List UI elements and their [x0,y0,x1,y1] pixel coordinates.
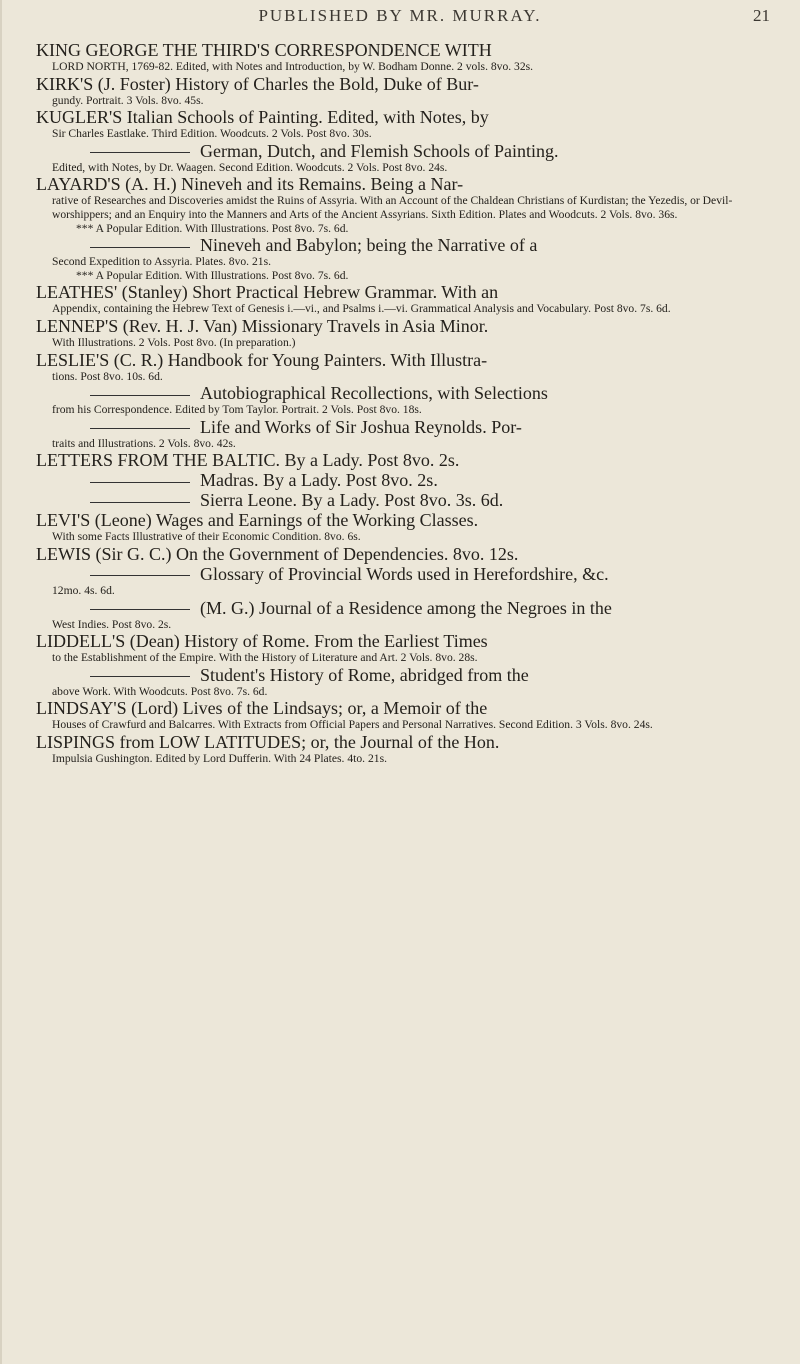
entry-heading-text: LENNEP'S (Rev. H. J. Van) Missionary Travels in Asia Minor. [36,315,489,336]
entry-heading-text: (M. G.) Journal of a Residence among the Negroes in the [200,597,612,618]
entry-body: Sir Charles Eastlake. Third Edition. Woodcuts. 2 Vols. Post 8vo. 30s. [52,127,372,141]
ditto-rule [90,482,190,483]
entry-heading [36,383,766,403]
entry-body: above Work. With Woodcuts. Post 8vo. 7s. 6d. [52,684,268,698]
catalogue-entry [36,107,766,141]
entry-heading-text: Sierra Leone. By a Lady. Post 8vo. 3s. 6d. [200,490,504,511]
entry-heading [36,235,766,255]
ditto-rule [90,502,190,503]
entry-heading [36,316,766,336]
catalogue-entry [36,698,766,732]
entry-body: With Illustrations. 2 Vols. Post 8vo. (In preparation.) [52,335,296,349]
entry-heading [36,698,766,718]
entry-body: Edited, with Notes, by Dr. Waagen. Second Edition. Woodcuts. 2 Vols. Post 8vo. 24s. [52,160,448,174]
catalogue-entry [36,316,766,350]
entry-heading-text: Glossary of Provincial Words used in Herefordshire, &c. [200,563,609,584]
entry-heading [36,732,766,752]
entry-heading-text: LINDSAY'S (Lord) Lives of the Lindsays; or, a Memoir of the [36,698,488,719]
ditto-rule [90,152,190,153]
entry-heading [36,174,766,194]
entry-heading [36,282,766,302]
entry-heading [36,631,766,651]
entry-heading-text: LEWIS (Sir G. C.) On the Government of Dependencies. 8vo. 12s. [36,543,519,564]
catalogue-entry [36,174,766,235]
entry-heading [36,40,766,60]
entry-body: LORD NORTH, 1769-82. Edited, with Notes and Introduction, by W. Bodham Donne. 2 vols. 8vo. 32s. [52,60,534,73]
ditto-rule [90,609,190,610]
catalogue-entry [36,631,766,665]
entry-heading-text: LETTERS FROM THE BALTIC. By a Lady. Post 8vo. 2s. [36,450,460,471]
entry-note: *** A Popular Edition. With Illustrations. Post 8vo. 7s. 6d. [76,221,349,235]
catalogue-entry [36,470,766,490]
entry-note: *** A Popular Edition. With Illustrations. Post 8vo. 7s. 6d. [76,268,349,282]
entry-body: traits and Illustrations. 2 Vols. 8vo. 42s. [52,436,236,450]
running-title: PUBLISHED BY MR. MURRAY. [258,6,542,25]
catalogue-entry [36,383,766,417]
catalogue-entry [36,490,766,510]
entry-body: gundy. Portrait. 3 Vols. 8vo. 45s. [52,93,204,107]
entry-body: Houses of Crawfurd and Balcarres. With Extracts from Official Papers and Personal Narratives. Second Edition. 3 Vols. 8vo. 24s. [52,718,653,732]
ditto-rule [90,428,190,429]
entry-heading-text: German, Dutch, and Flemish Schools of Painting. [200,140,559,161]
entry-heading-text: KING GEORGE THE THIRD'S CORRESPONDENCE WITH [36,40,492,60]
catalogue-entry [36,141,766,175]
entry-body: West Indies. Post 8vo. 2s. [52,617,172,631]
entry-heading-text: Autobiographical Recollections, with Selections [200,383,548,404]
entry-heading [36,74,766,94]
catalogue-entry [36,598,766,632]
entry-body: tions. Post 8vo. 10s. 6d. [52,369,163,383]
entry-heading-text: Life and Works of Sir Joshua Reynolds. Por- [200,416,522,437]
catalogue-entry [36,665,766,699]
entry-heading [36,417,766,437]
catalogue-entry [36,544,766,564]
entry-heading-text: LIDDELL'S (Dean) History of Rome. From the Earliest Times [36,631,488,652]
entry-heading-text: LAYARD'S (A. H.) Nineveh and its Remains. Being a Nar- [36,174,464,195]
ditto-rule [90,395,190,396]
entry-body: from his Correspondence. Edited by Tom Taylor. Portrait. 2 Vols. Post 8vo. 18s. [52,403,422,417]
catalogue-entry [36,282,766,316]
catalogue-entry [36,564,766,598]
entry-heading [36,141,766,161]
ditto-rule [90,247,190,248]
page-number: 21 [753,6,770,25]
entry-heading [36,564,766,584]
entry-body: rative of Researches and Discoveries amidst the Ruins of Assyria. With an Account of the Chaldean Christians of Kurdistan; the Yezedis, or Devil-worshippers; and an Enquiry into the Manners and Arts of the Ancient Assyrians. Sixth Edition. Plates and Woodcuts. 2 Vols. 8vo. 36s. [52,194,733,221]
running-head [0,6,800,32]
entry-heading [36,350,766,370]
entry-heading [36,470,766,490]
entry-body: Impulsia Gushington. Edited by Lord Dufferin. With 24 Plates. 4to. 21s. [52,751,387,765]
page-edge [0,0,2,1364]
entry-heading [36,510,766,530]
entry-body: Second Expedition to Assyria. Plates. 8vo. 21s. [52,255,271,269]
entry-heading-text: Nineveh and Babylon; being the Narrative of a [200,235,538,256]
entry-heading-text: LEATHES' (Stanley) Short Practical Hebrew Grammar. With an [36,282,499,303]
entry-heading-text: Madras. By a Lady. Post 8vo. 2s. [200,470,438,491]
entry-heading-text: KIRK'S (J. Foster) History of Charles the Bold, Duke of Bur- [36,73,479,94]
entry-heading-text: LISPINGS from LOW LATITUDES; or, the Journal of the Hon. [36,731,500,752]
entry-heading [36,107,766,127]
catalogue-entry [36,40,766,74]
entry-heading [36,544,766,564]
entry-body: With some Facts Illustrative of their Economic Condition. 8vo. 6s. [52,530,361,544]
catalogue-entry [36,510,766,544]
entry-body: 12mo. 4s. 6d. [52,583,115,597]
catalogue-entry [36,417,766,451]
ditto-rule [90,676,190,677]
entry-heading-text: LESLIE'S (C. R.) Handbook for Young Painters. With Illustra- [36,349,488,370]
entry-heading [36,490,766,510]
entry-body: to the Establishment of the Empire. With the History of Literature and Art. 2 Vols. 8vo. 28s. [52,651,478,665]
entry-heading-text: LEVI'S (Leone) Wages and Earnings of the Working Classes. [36,510,479,531]
entry-heading [36,665,766,685]
entry-heading-text: KUGLER'S Italian Schools of Painting. Edited, with Notes, by [36,107,489,128]
catalogue-entry [36,235,766,282]
ditto-rule [90,575,190,576]
catalogue-entry [36,732,766,766]
catalogue-entry [36,450,766,470]
catalogue-entries [36,40,766,765]
entry-heading-text: Student's History of Rome, abridged from the [200,664,529,685]
entry-body: Appendix, containing the Hebrew Text of Genesis i.—vi., and Psalms i.—vi. Grammatical Analysis and Vocabulary. Post 8vo. 7s. 6d. [52,302,671,316]
entry-heading [36,598,766,618]
catalogue-entry [36,350,766,384]
entry-heading [36,450,766,470]
catalogue-entry [36,74,766,108]
